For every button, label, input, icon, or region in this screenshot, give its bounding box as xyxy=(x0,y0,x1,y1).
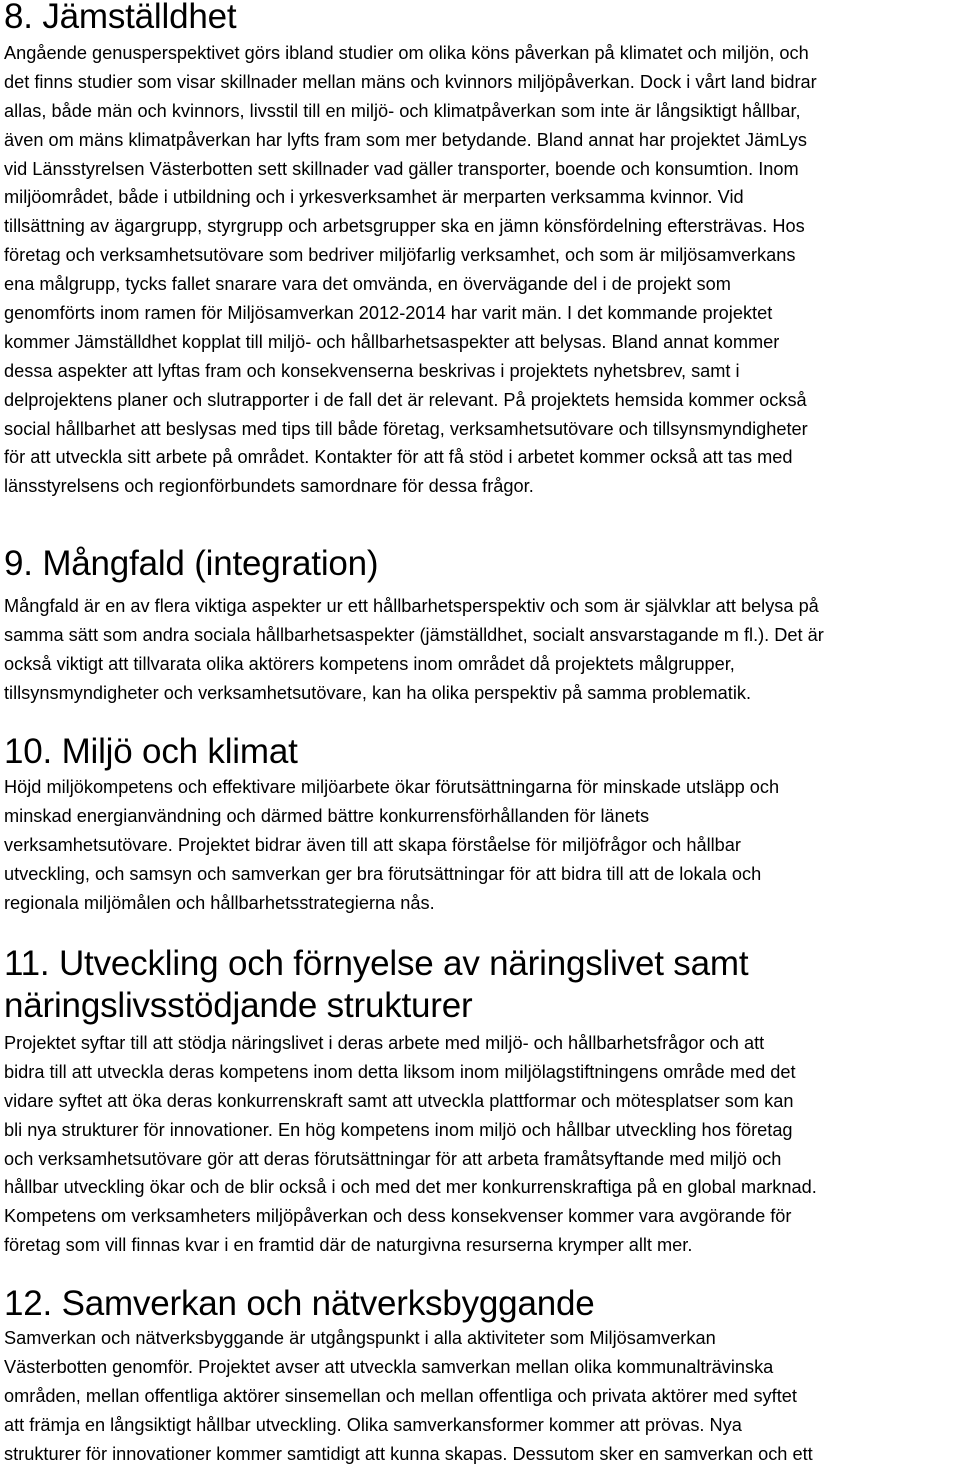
section-9-body xyxy=(4,592,824,708)
section-12-heading: 12. Samverkan och nätverksbyggande xyxy=(4,1284,595,1323)
text-line: delprojektens planer och slutrapporter i de fall det är relevant. På projektets hemsida kommer också xyxy=(4,389,807,410)
text-line: företag och verksamhetsutövare som bedriver miljöfarlig verksamhet, och som är miljösamverkans xyxy=(4,245,796,266)
text-line: social hållbarhet att beslysas med tips till både företag, verksamhetsutövare och tillsynsmyndigheter xyxy=(4,418,808,439)
text-line: och verksamhetsutövare gör att deras förutsättningar för att arbeta framåtsyftande med miljö och xyxy=(4,1148,782,1169)
text-line: ena målgrupp, tycks fallet snarare vara det omvända, en övervägande del i de projekt som xyxy=(4,274,731,295)
text-line: företag som vill finnas kvar i en framtid där de naturgivna resurserna krymper allt mer. xyxy=(4,1235,693,1256)
text-line: bli nya strukturer för innovationer. En hög kompetens inom miljö och hållbar utveckling hos företag xyxy=(4,1119,793,1140)
section-8-heading: 8. Jämställdhet xyxy=(4,0,237,36)
text-line: hållbar utveckling ökar och de blir också i och med det mer konkurrenskraftiga på en global marknad. xyxy=(4,1177,817,1198)
section-10-heading: 10. Miljö och klimat xyxy=(4,732,298,771)
text-line: tillsättning av ägargrupp, styrgrupp och arbetsgrupper ska en jämn könsfördelning eftersträvas. Hos xyxy=(4,216,805,237)
text-line: vidare syftet att öka deras konkurrenskraft samt att utveckla plattformar och mötesplatser som kan xyxy=(4,1090,794,1111)
text-line: Mångfald är en av flera viktiga aspekter ur ett hållbarhetsperspektiv och som är självklar att belysa på xyxy=(4,596,819,616)
text-line: kommer Jämställdhet kopplat till miljö- och hållbarhetsaspekter att belysas. Bland annat kommer xyxy=(4,331,780,352)
text-line: samma sätt som andra sociala hållbarhetsaspekter (jämställdhet, socialt ansvarstagande m fl.). Det är xyxy=(4,624,824,645)
text-line: också viktigt att tillvarata olika aktörers kompetens inom området då projektets målgrupper, xyxy=(4,653,735,674)
text-line: strukturer för innovationer kommer samtidigt att kunna skapas. Dessutom sker en samverkan och ett xyxy=(4,1443,813,1464)
text-line: Kompetens om verksamheters miljöpåverkan och dess konsekvenser kommer vara avgörande för xyxy=(4,1206,792,1227)
text-line: även om mäns klimatpåverkan har lyfts fram som mer betydande. Bland annat har projektet JämLys xyxy=(4,129,807,150)
text-line: det finns studier som visar skillnader mellan mäns och kvinnors miljöpåverkan. Dock i vårt land bidrar xyxy=(4,71,817,92)
text-line: länsstyrelsens och regionförbundets samordnare för dessa frågor. xyxy=(4,476,534,497)
text-line: Höjd miljökompetens och effektivare miljöarbete ökar förutsättningarna för minskade utsläpp och xyxy=(4,777,780,797)
section-8-body xyxy=(4,39,817,501)
text-line: dessa aspekter att lyftas fram och konsekvenserna beskrivas i projektets nyhetsbrev, samt i xyxy=(4,360,740,381)
text-line: områden, mellan offentliga aktörer sinsemellan och mellan offentliga och privata aktörer med syftet xyxy=(4,1385,797,1406)
text-line: regionala miljömålen och hållbarhetsstrategierna nås. xyxy=(4,892,435,913)
text-line: Projektet syftar till att stödja näringslivet i deras arbete med miljö- och hållbarhetsfrågor och att xyxy=(4,1033,765,1053)
text-line: tillsynsmyndigheter och verksamhetsutövare, kan ha olika perspektiv på samma problematik. xyxy=(4,682,752,703)
text-line: minskad energianvändning och därmed bättre konkurrensförhållanden för länets xyxy=(4,805,650,826)
text-line: verksamhetsutövare. Projektet bidrar även till att skapa förståelse för miljöfrågor och hållbar xyxy=(4,834,741,855)
text-line: vid Länsstyrelsen Västerbotten sett skillnader vad gäller transporter, boende och konsumtion. Inom xyxy=(4,158,799,179)
text-line: Angående genusperspektivet görs ibland studier om olika köns påverkan på klimatet och miljön, och xyxy=(4,43,809,63)
section-11-heading: 11. Utveckling och förnyelse av näringslivet samt xyxy=(4,944,749,983)
text-line: genomförts inom ramen för Miljösamverkan 2012-2014 har varit män. I det kommande projektet xyxy=(4,303,773,324)
text-line: att främja en långsiktigt hållbar utveckling. Olika samverkansformer kommer att prövas. Nya xyxy=(4,1414,742,1435)
section-9-heading: 9. Mångfald (integration) xyxy=(4,544,379,583)
section-10-body xyxy=(4,773,779,917)
text-line: bidra till att utveckla deras kompetens inom detta liksom inom miljölagstiftningens område med det xyxy=(4,1061,796,1082)
section-11-heading-cont: näringslivsstödjande strukturer xyxy=(4,986,473,1025)
text-line: utveckling, och samsyn och samverkan ger bra förutsättningar för att bidra till att de lokala och xyxy=(4,863,762,884)
text-line: Samverkan och nätverksbyggande är utgångspunkt i alla aktiviteter som Miljösamverkan xyxy=(4,1328,716,1348)
section-11-body xyxy=(4,1029,817,1260)
section-12-body xyxy=(4,1324,813,1468)
text-line: allas, både män och kvinnors, livsstil till en miljö- och klimatpåverkan som inte är långsiktigt hållbar, xyxy=(4,100,801,121)
text-line: Västerbotten genomför. Projektet avser att utveckla samverkan mellan olika kommunalträvinska xyxy=(4,1356,774,1377)
text-line: miljöområdet, både i utbildning och i yrkesverksamhet är merparten verksamma kvinnor. Vid xyxy=(4,187,744,208)
text-line: för att utveckla sitt arbete på området. Kontakter för att få stöd i arbetet kommer också att tas med xyxy=(4,447,793,468)
